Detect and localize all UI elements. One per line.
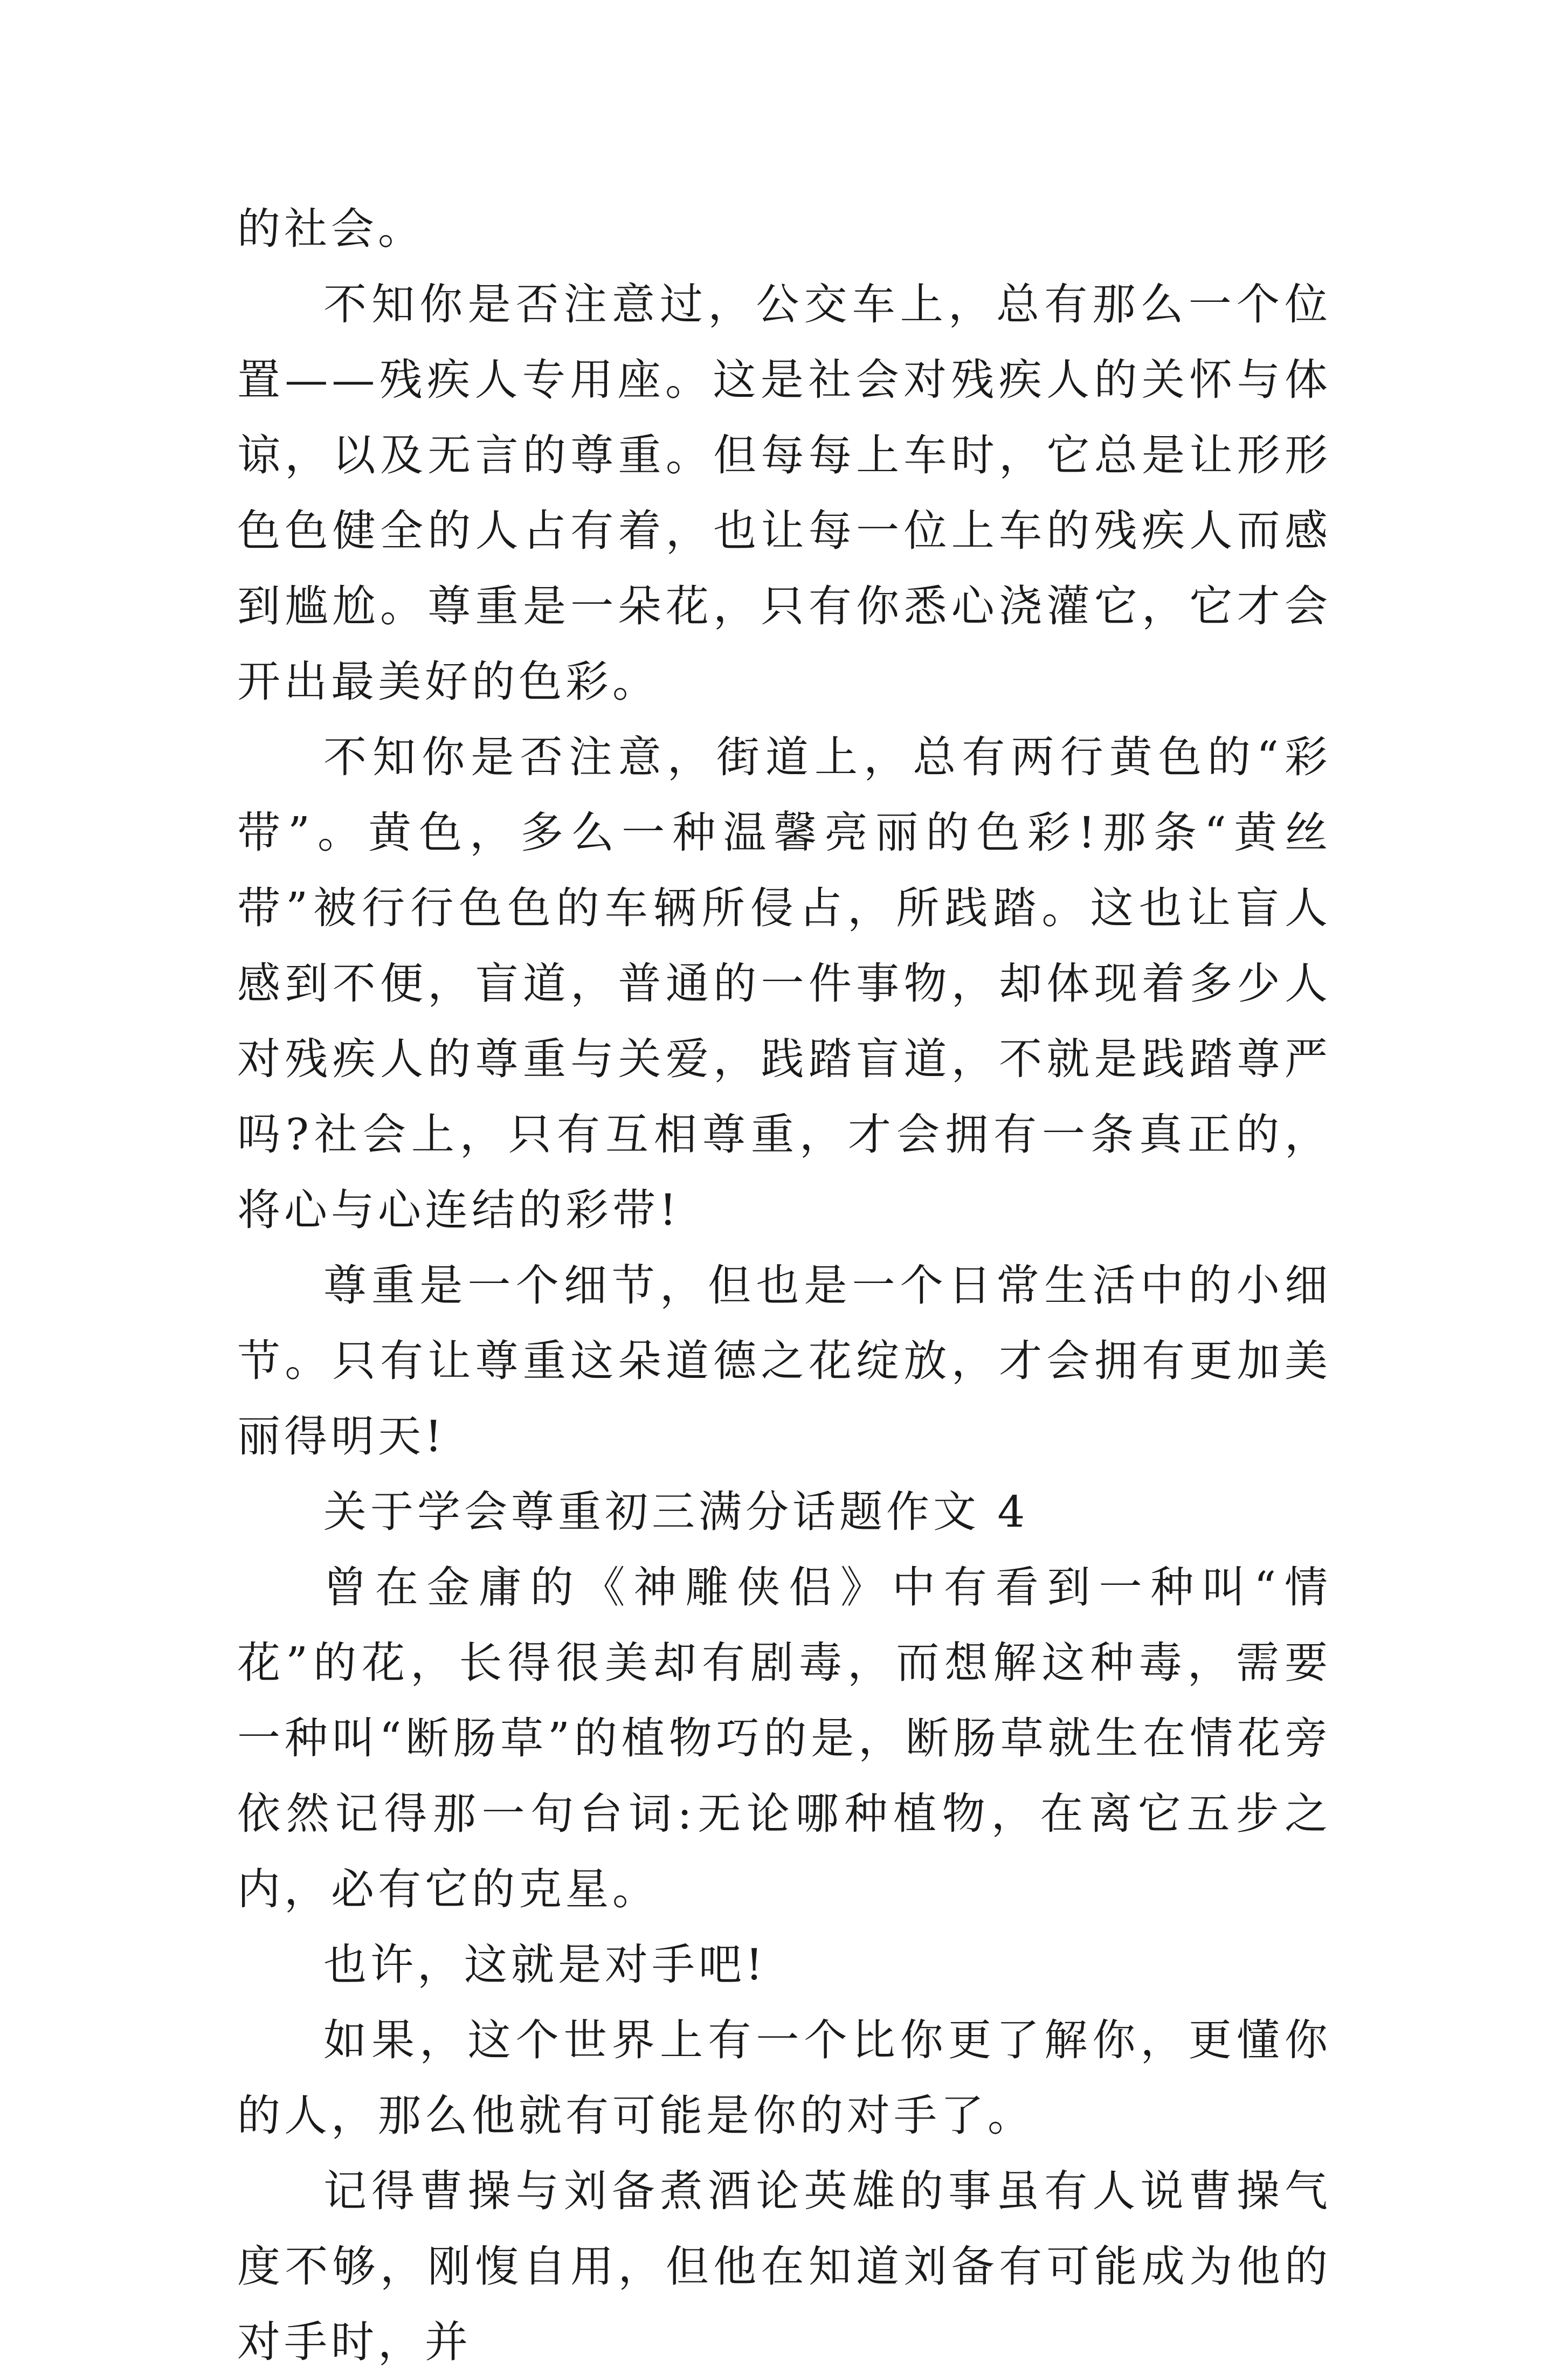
section-heading: 关于学会尊重初三满分话题作文 4 — [323, 1487, 1029, 1537]
paragraph-8: 记得曹操与刘备煮酒论英雄的事虽有人说曹操气度不够，刚愎自用，但他在知道刘备有可能成为他的对手时，并 — [237, 2166, 1331, 2367]
paragraph-6: 也许，这就是对手吧! — [323, 1940, 767, 1990]
paragraph-3: 不知你是否注意，街道上，总有两行黄色的“彩带”。黄色，多么一种温馨亮丽的色彩!那条“黄丝带”被行行色色的车辆所侵占，所践踏。这也让盲人感到不便，盲道，普通的一件事物，却体现着多少人对残疾人的尊重与关爱，践踏盲道，不就是践踏尊严吗?社会上，只有互相尊重，才会拥有一条真正的，将心与心连结的彩带! — [237, 732, 1331, 1235]
paragraph-7: 如果，这个世界上有一个比你更了解你，更懂你的人，那么他就有可能是你的对手了。 — [237, 2015, 1331, 2141]
paragraph-1: 的社会。 — [237, 204, 425, 254]
document-body — [237, 191, 1331, 2380]
paragraph-2: 不知你是否注意过，公交车上，总有那么一个位置——残疾人专用座。这是社会对残疾人的关怀与体谅，以及无言的尊重。但每每上车时，它总是让形形色色健全的人占有着，也让每一位上车的残疾人而感到尴尬。尊重是一朵花，只有你悉心浇灌它，它才会开出最美好的色彩。 — [237, 279, 1331, 707]
paragraph-4: 尊重是一个细节，但也是一个日常生活中的小细节。只有让尊重这朵道德之花绽放，才会拥有更加美丽得明天! — [237, 1260, 1331, 1461]
paragraph-5: 曾在金庸的《神雕侠侣》中有看到一种叫“情花”的花，长得很美却有剧毒，而想解这种毒，需要一种叫“断肠草”的植物巧的是，断肠草就生在情花旁依然记得那一句台词:无论哪种植物，在离它五步之内，必有它的克星。 — [237, 1562, 1331, 1914]
